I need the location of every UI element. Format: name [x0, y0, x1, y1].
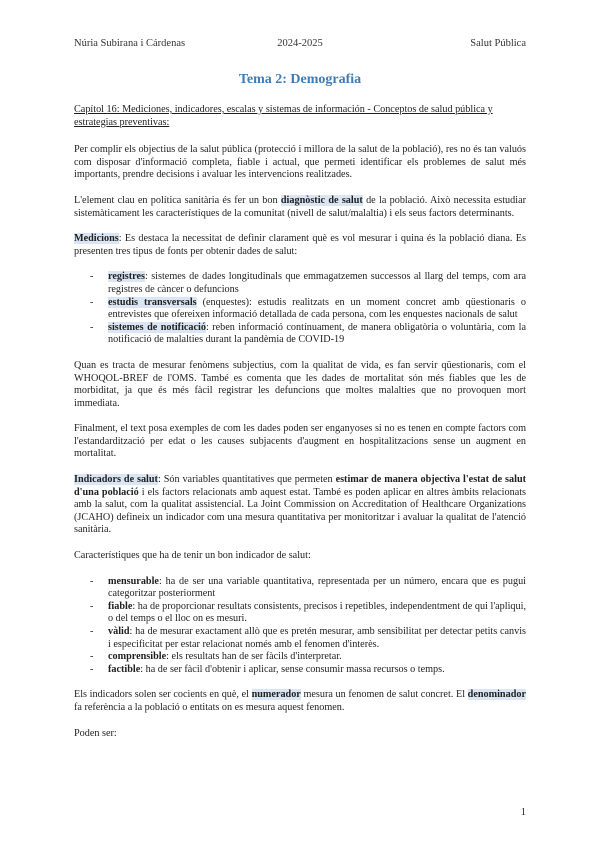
characteristic-term: factible [108, 663, 141, 675]
highlight-medicions: Medicions [74, 233, 119, 245]
highlight-indicadors: Indicadors de salut [74, 474, 158, 486]
characteristic-text: : ha de ser fàcil d'obtenir i aplicar, sense consumir massa recursos o temps. [140, 663, 445, 675]
paragraph-5: Finalment, el text posa exemples de com les dades poden ser enganyoses si no es tenen en compte factors com l'estandardització per edat o les causes subjacents d'augment en hospitalitzacions sense un augment en mortalitat. [74, 423, 526, 460]
list-item [74, 664, 526, 677]
paragraph-3 [74, 233, 526, 258]
source-term: registres [108, 271, 145, 283]
characteristics-list [74, 576, 526, 677]
bullet-dash: - [90, 321, 94, 333]
list-item [74, 601, 526, 626]
chapter-heading: Capítol 16: Mediciones, indicadores, escalas y sistemas de información - Conceptos de salud pública y estrategias preventivas: [74, 104, 493, 128]
bullet-dash: - [90, 600, 94, 612]
bullet-dash: - [90, 296, 94, 308]
list-item [74, 651, 526, 664]
paragraph-8-text-end: fa referència a la població o entitats on es mesura aquest fenomen. [74, 701, 345, 713]
document-body [74, 104, 526, 753]
paragraph-3-text: : Es destaca la necessitat de definir clarament què es vol mesurar i quina és la població diana. Es presenten tres tipus de fonts per obtenir dades de salut: [74, 233, 526, 257]
paragraph-6 [74, 474, 526, 537]
source-text: : sistemes de dades longitudinals que emmagatzemen successos al llarg del temps, com ara registres de càncer o defuncions [108, 271, 526, 295]
list-item [74, 322, 526, 347]
characteristic-term: fiable [108, 600, 133, 612]
document-title: Tema 2: Demografia [238, 72, 362, 87]
characteristic-text: : ha de proporcionar resultats consistents, precisos i repetibles, independentment de qui l'apliqui, o del temps o el lloc on es mesuri. [108, 600, 526, 625]
characteristic-text: : ha de ser una variable quantitativa, representada per un número, encara que es pugui categoritzar posteriorment [108, 575, 526, 600]
list-item [74, 626, 526, 651]
paragraph-1: Per complir els objectius de la salut pública (protecció i millora de la salut de la població), res no és tan valuós com disposar d'informació completa, fiable i actual, que permeti identificar els problemes de salut més importants, prendre decisions i avaluar les intervencions realitzades. [74, 144, 526, 181]
header-year: 2024-2025 [277, 38, 323, 49]
paragraph-7: Característiques que ha de tenir un bon indicador de salut: [74, 550, 311, 562]
paragraph-8 [74, 689, 526, 714]
list-item [74, 271, 526, 296]
bullet-dash: - [90, 575, 94, 587]
characteristic-term: vàlid [108, 626, 130, 637]
characteristic-text: : els resultats han de ser fàcils d'interpretar. [166, 651, 342, 663]
characteristic-term: comprensible [108, 651, 167, 663]
characteristic-text: : ha de mesurar exactament allò que es pretén mesurar, amb sensibilitat per detectar petits canvis i especificitat per estar relacionat només amb el fenomen d'interès. [108, 626, 526, 650]
source-term: sistemes de notificació [108, 321, 206, 333]
paragraph-8-text-mid: mesura un fenomen de salut concret. El [300, 689, 468, 701]
header-subject: Salut Pública [470, 38, 526, 49]
source-text: (enquestes): estudis realitzats en un moment concret amb qüestionaris o entrevistes que ofereixen informació detallada de cada persona, com les enquestes nacionals de salut [108, 296, 526, 321]
paragraph-8-text: Els indicadors solen ser cocients en què, el [74, 689, 252, 701]
highlight-numerador: numerador [251, 689, 301, 701]
paragraph-4: Quan es tracta de mesurar fenòmens subjectius, com la qualitat de vida, es fan servir qüestionaris, com el WHOQOL-BREF de l'OMS. També es comenta que les dades de mortalitat són més fiables que les de morbiditat, ja que és més fàcil registrar les defuncions que moltes malalties que no provoquen mort immediata. [74, 359, 526, 409]
list-item [74, 297, 526, 322]
bold-definition: estimar de manera objectiva l'estat de salut d'una població [74, 474, 527, 498]
paragraph-2-text-end: de la població. Això necessita estudiar sistemàticament les característiques de la comunitat (nivell de salut/malaltia) i els seus factors determinants. [74, 194, 526, 219]
paragraph-6-text-end: i els factors relacionats amb aquest estat. També es poden aplicar en altres àmbits relacionats amb la salut, com la qualitat assistencial. La Joint Commission on Accreditation of Healthcare Organizations (JCAHO) defineix un indicador com una mesura quantitativa per monitoritzar i avaluar la qualitat de l'atenció sanitària. [74, 486, 527, 536]
bullet-dash: - [90, 626, 94, 637]
page-number: 1 [520, 807, 526, 818]
source-text: : reben informació contínuament, de manera obligatòria o voluntària, com la notificació de malalties durant la pandèmia de COVID-19 [108, 321, 526, 346]
paragraph-2-text: L'element clau en política sanitària és fer un bon [74, 194, 281, 206]
page-header [74, 38, 526, 52]
paragraph-6-text: : Són variables quantitatives que permeten [157, 474, 336, 486]
bullet-dash: - [90, 663, 94, 675]
source-term: estudis transversals [108, 296, 197, 308]
highlight-denominador: denominador [467, 689, 526, 701]
bullet-dash: - [90, 651, 94, 663]
paragraph-9: Poden ser: [74, 727, 117, 739]
list-item [74, 576, 526, 601]
characteristic-term: mensurable [108, 575, 159, 587]
paragraph-2 [74, 195, 526, 220]
bullet-dash: - [90, 271, 94, 283]
sources-list [74, 271, 526, 347]
header-author: Núria Subirana i Cárdenas [74, 38, 186, 49]
highlight-diagnostic: diagnòstic de salut [280, 194, 363, 206]
